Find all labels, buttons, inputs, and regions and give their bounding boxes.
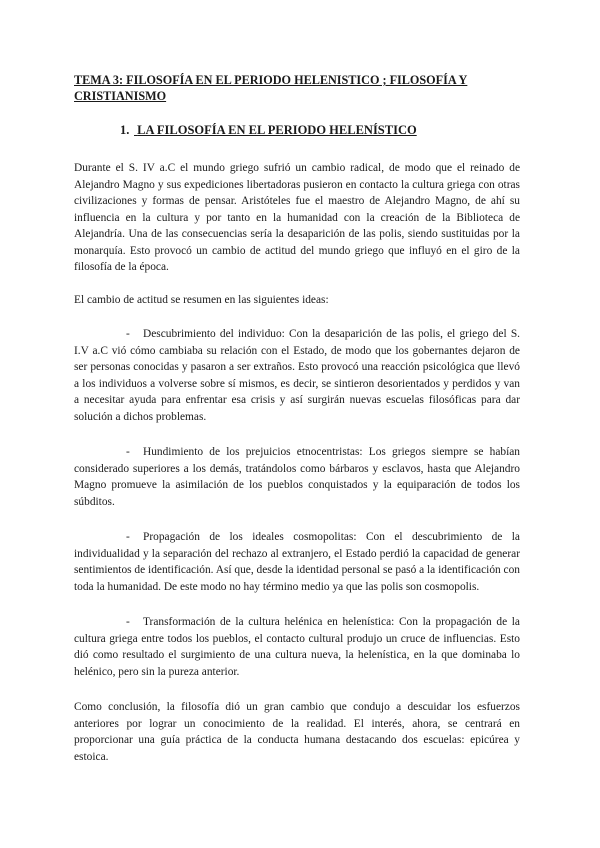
- section-heading-text: LA FILOSOFÍA EN EL PERIODO HELENÍSTICO: [137, 123, 417, 137]
- bullet-dash: -: [126, 328, 130, 340]
- section-number: 1.: [120, 123, 130, 137]
- bullet-dash: -: [126, 531, 130, 543]
- bullet-text: Descubrimiento del individuo: Con la desaparición de las polis, el griego del S. I.V a.C vió cómo cambiaba su relación con el Estado, de modo que los gobernantes dejaron de ser personas conocidas y pasaron a ser extraños. Esto provocó una reacción psicológica que llevó a los individuos a volverse sobre sí mismos, es decir, se sintieron desorientados y perdidos y van a necesitar ayuda para enfrentar esa crisis y así surgirán nuevas escuelas filosóficas para dar solución a dichos problemas.: [74, 328, 520, 423]
- section-heading: [74, 122, 520, 138]
- bullet-text: Hundimiento de los prejuicios etnocentristas: Los griegos siempre se habían considerado superiores a los demás, tratándolos como bárbaros y esclavos, hasta que Alejandro Magno promueve la asimilación de los pueblos conquistados y la equiparación de todos los súbditos.: [74, 446, 520, 508]
- bullet-item: [74, 529, 520, 595]
- intro-paragraph: Durante el S. IV a.C el mundo griego sufrió un cambio radical, de modo que el reinado de Alejandro Magno y sus expediciones libertadoras pusieron en contacto la cultura griega con otras civilizaciones y formas de pensar. Aristóteles fue el maestro de Alejandro Magno, de ahí su influencia en la cultura y por tanto en la humanidad con la creación de la Biblioteca de Alejandría. Una de las consecuencias sería la desaparición de las polis, siendo sustituidas por la monarquía. Esto provocó un cambio de actitud del mundo griego que influyó en el giro de la filosofía de la época.: [74, 162, 520, 273]
- bullet-item: [74, 326, 520, 425]
- bullet-text: Propagación de los ideales cosmopolitas: Con el descubrimiento de la individualidad y la separación del rechazo al extranjero, el Estado perdió la capacidad de generar sentimientos de identificación. Así que, desde la identidad personal se pasó a la identificación con toda la humanidad. De este modo no hay término medio ya que las polis son cosmopolis.: [74, 531, 520, 593]
- list-intro-paragraph: El cambio de actitud se resumen en las siguientes ideas:: [74, 293, 329, 306]
- document-title: TEMA 3: FILOSOFÍA EN EL PERIODO HELENISTICO ; FILOSOFÍA Y CRISTIANISMO: [74, 73, 468, 103]
- bullet-dash: -: [126, 446, 130, 458]
- bullet-dash: -: [126, 616, 130, 628]
- bullet-item: [74, 614, 520, 680]
- bullet-text: Transformación de la cultura helénica en helenística: Con la propagación de la cultura griega entre todos los pueblos, el contacto cultural produjo un cruce de influencias. Esto dió como resultado el surgimiento de una cultura nueva, la helenística, en la que dominaba lo helénico, pero sin la pureza anterior.: [74, 616, 520, 678]
- conclusion-paragraph: Como conclusión, la filosofía dió un gran cambio que condujo a descuidar los esfuerzos anteriores por lograr un conocimiento de la realidad. El interés, ahora, se centrará en proporcionar una guía práctica de la conducta humana destacando dos escuelas: epicúrea y estoica.: [74, 701, 520, 763]
- bullet-item: [74, 444, 520, 510]
